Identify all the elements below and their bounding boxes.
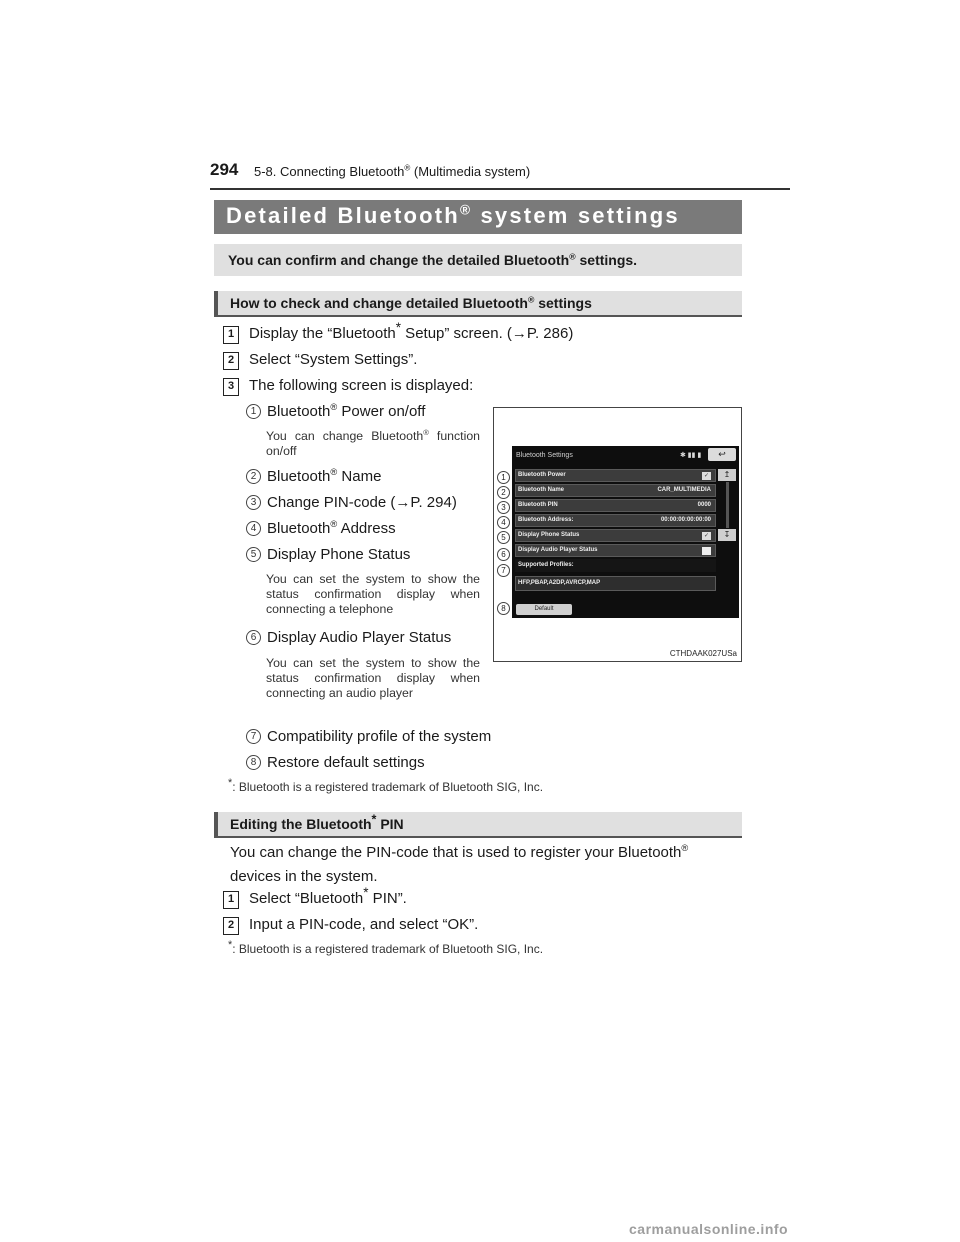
subsection-heading-check-settings: How to check and change detailed Bluetooth® settings — [214, 291, 742, 317]
row-display-audio-player-status[interactable]: Display Audio Player Status — [515, 544, 716, 557]
figure-callout-3: 3 — [497, 501, 510, 514]
figure-callout-6: 6 — [497, 548, 510, 561]
footnote-trademark: *: Bluetooth is a registered trademark of Bluetooth SIG, Inc. — [228, 777, 544, 794]
scrollbar[interactable] — [718, 469, 736, 537]
callout-number: 5 — [246, 547, 261, 562]
default-button[interactable]: Default — [516, 604, 572, 615]
callout-number: 7 — [246, 729, 261, 744]
row-profiles-list: HFP,PBAP,A2DP,AVRCP,MAP — [515, 576, 716, 591]
checkbox-icon[interactable]: ✓ — [703, 533, 710, 539]
callout-number: 6 — [246, 630, 261, 645]
step-number-box: 2 — [223, 917, 239, 935]
footnote-trademark: *: Bluetooth is a registered trademark of Bluetooth SIG, Inc. — [228, 939, 544, 956]
step-number-box: 2 — [223, 352, 239, 370]
watermark: carmanualsonline.info — [629, 1221, 789, 1237]
chapter-title: 5-8. Connecting Bluetooth® (Multimedia system) — [254, 163, 531, 179]
editing-pin-paragraph: You can change the PIN-code that is used to register your Bluetooth® devices in the system. — [230, 843, 689, 885]
row-bluetooth-power[interactable]: Bluetooth Power ✓ — [515, 469, 716, 482]
status-icons: ✱ ▮▮ ▮ — [680, 452, 702, 459]
figure-callout-1: 1 — [497, 471, 510, 484]
row-display-phone-status[interactable]: Display Phone Status ✓ — [515, 529, 716, 542]
item-description: You can set the system to show the status confirmation display when connecting a telephone — [266, 572, 480, 616]
step-number-box: 3 — [223, 378, 239, 396]
item-description: You can change Bluetooth® function on/off — [266, 427, 480, 458]
callout-number: 2 — [246, 469, 261, 484]
row-bluetooth-address: Bluetooth Address: 00:00:00:00:00:00 — [515, 514, 716, 527]
callout-number: 3 — [246, 495, 261, 510]
step-number-box: 1 — [223, 891, 239, 909]
step-number-box: 1 — [223, 326, 239, 344]
row-bluetooth-name[interactable]: Bluetooth Name CAR_MULTIMEDIA — [515, 484, 716, 497]
scroll-track[interactable] — [726, 482, 729, 528]
row-supported-profiles: Supported Profiles: — [515, 559, 716, 572]
figure-callout-2: 2 — [497, 486, 510, 499]
bluetooth-settings-figure — [493, 407, 742, 662]
section-intro — [214, 244, 742, 276]
scroll-down-icon[interactable]: ↧ — [718, 529, 736, 541]
screen-title: Bluetooth Settings — [516, 452, 573, 459]
callout-number: 8 — [246, 755, 261, 770]
page-number: 294 — [210, 160, 239, 179]
row-bluetooth-pin[interactable]: Bluetooth PIN 0000 — [515, 499, 716, 512]
section-title-bar — [214, 200, 742, 234]
checkbox-icon[interactable]: ✓ — [703, 473, 710, 479]
callout-number: 4 — [246, 521, 261, 536]
back-button[interactable]: ↩ — [708, 448, 736, 461]
figure-callout-5: 5 — [497, 531, 510, 544]
section-title: Detailed Bluetooth® system settings — [226, 202, 680, 228]
figure-callout-8: 8 — [497, 602, 510, 615]
figure-callout-7: 7 — [497, 564, 510, 577]
figure-callout-4: 4 — [497, 516, 510, 529]
item-description: You can set the system to show the status confirmation display when connecting an audio player — [266, 656, 480, 700]
callout-number: 1 — [246, 404, 261, 419]
page-header — [210, 160, 790, 190]
figure-code: CTHDAAK027USa — [669, 649, 737, 658]
intro-text: You can confirm and change the detailed Bluetooth® settings. — [228, 251, 638, 268]
checkbox-icon[interactable] — [702, 547, 711, 555]
scroll-up-icon[interactable]: ↥ — [718, 469, 736, 481]
bluetooth-settings-screen — [512, 446, 739, 618]
subsection-heading-editing-pin: Editing the Bluetooth* PIN — [214, 812, 742, 838]
